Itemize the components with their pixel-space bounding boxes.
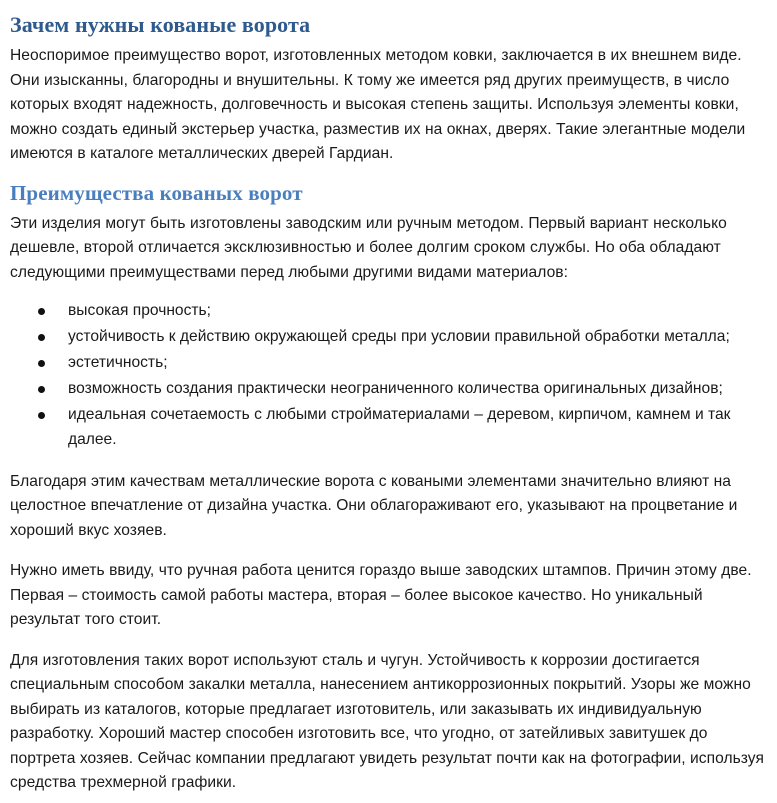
list-item-text: возможность создания практически неограниченного количества оригинальных дизайнов; <box>68 380 723 397</box>
list-item-text: идеальная сочетаемость с любыми стройматериалами – деревом, кирпичом, камнем и так далее. <box>68 406 731 448</box>
bullet-icon <box>38 308 45 315</box>
list-item <box>10 403 767 452</box>
list-item <box>10 377 767 402</box>
qualities-paragraph: Благодаря этим качествам металлические ворота с коваными элементами значительно влияют на целостное впечатление от дизайна участка. Они облагораживают его, указывают на процветание и хороший вкус хозяев. <box>10 472 738 539</box>
list-item-text: эстетичность; <box>68 354 168 371</box>
page-title: Зачем нужны кованые ворота <box>10 12 311 37</box>
list-item-text: устойчивость к действию окружающей среды при условии правильной обработки металла; <box>68 328 730 345</box>
list-item-text: высокая прочность; <box>68 302 212 319</box>
handwork-paragraph: Нужно иметь ввиду, что ручная работа ценится гораздо выше заводских штампов. Причин этому две. Первая – стоимость самой работы мастера, вторая – более высокое качество. Но уникальный результат того стоит. <box>10 562 752 628</box>
document-body <box>10 0 767 796</box>
bullet-icon <box>38 334 45 341</box>
bullet-icon <box>38 360 45 367</box>
intro-paragraph: Неоспоримое преимущество ворот, изготовленных методом ковки, заключается в их внешнем виде. Они изысканны, благородны и внушительны. К тому же имеется ряд других преимуществ, в число которых входят надежность, долговечность и высокая степень защиты. Используя элементы ковки, можно создать единый экстерьер участка, разместив их на окнах, дверях. Такие элегантные модели имеются в каталоге металлических дверей Гардиан. <box>10 47 746 162</box>
bullet-icon <box>38 412 45 419</box>
advantages-intro-paragraph: Эти изделия могут быть изготовлены заводским или ручным методом. Первый вариант несколько дешевле, второй отличается эксклюзивностью и более долгим сроком службы. Но оба обладают следующими преимуществами перед любыми другими видами материалов: <box>10 214 727 281</box>
bullet-icon <box>38 386 45 393</box>
list-item <box>10 299 767 324</box>
materials-paragraph: Для изготовления таких ворот используют сталь и чугун. Устойчивость к коррозии достигается специальным способом закалки металла, нанесением антикоррозионных покрытий. Узоры же можно выбирать из каталогов, которые предлагает изготовитель, или заказывать их индивидуальную разработку. Хороший мастер способен изготовить все, что угодно, от затейливых завитушек до портрета хозяев. Сейчас компании предлагают увидеть результат почти как на фотографии, используя средства трехмерной графики. <box>10 651 764 791</box>
list-item <box>10 351 767 376</box>
list-item <box>10 325 767 350</box>
advantages-list <box>10 299 767 452</box>
section-heading-advantages: Преимущества кованых ворот <box>10 180 303 205</box>
